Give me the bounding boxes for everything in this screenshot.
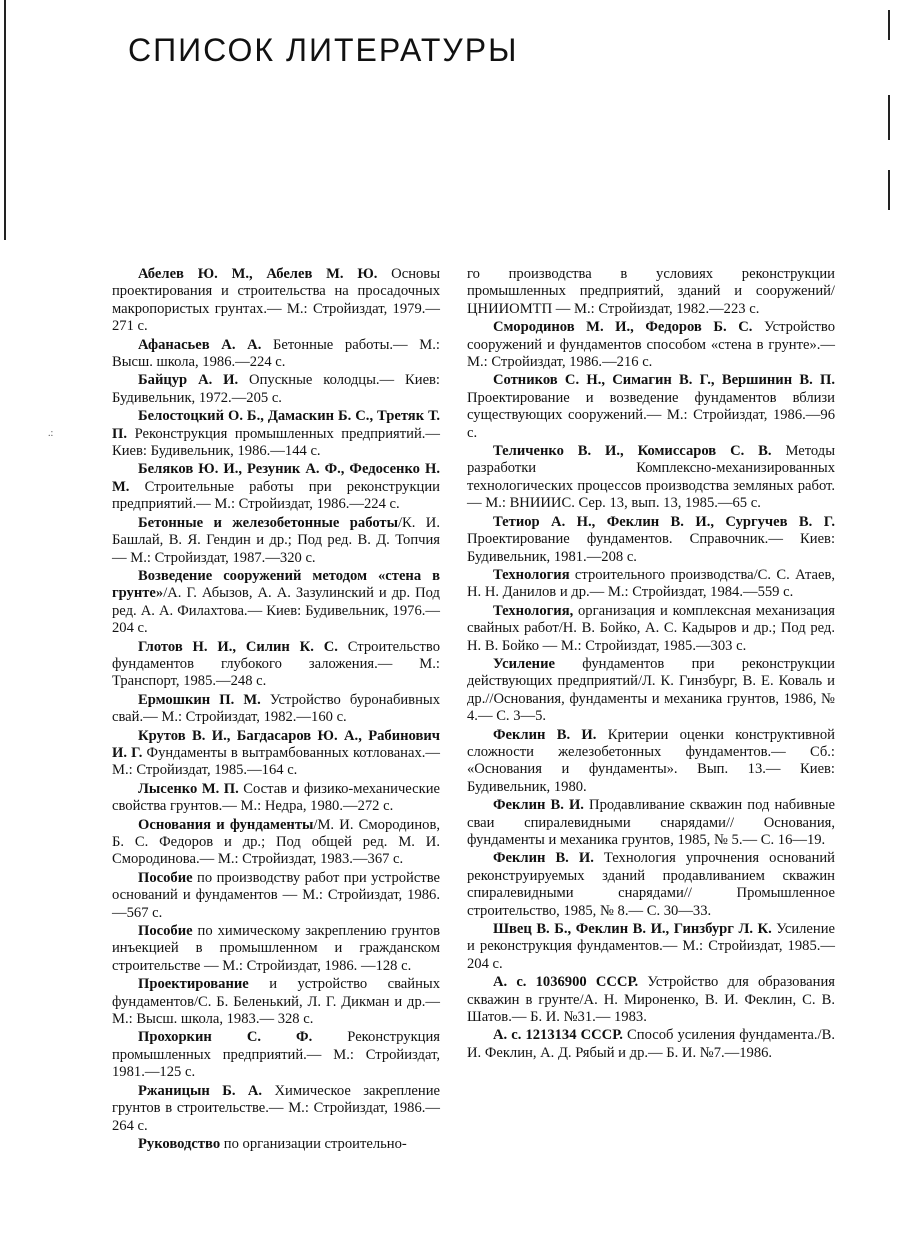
reference-author: Феклин В. И. (493, 797, 584, 814)
right-edge-mark (888, 170, 890, 210)
reference-author: Глотов Н. И., Силин К. С. (138, 638, 338, 655)
reference-entry (467, 514, 835, 566)
reference-author: Белостоцкий О. Б., Дамаскин Б. С., Третяк Т. П. (112, 408, 440, 442)
reference-entry (112, 976, 440, 1028)
reference-entry (467, 266, 835, 318)
reference-author: Швец В. Б., Феклин В. И., Гинзбург Л. К. (493, 921, 772, 938)
reference-author: Возведение сооружений методом «стена в грунте» (112, 567, 440, 602)
reference-entry (112, 515, 440, 567)
reference-author: Лысенко М. П. (138, 780, 239, 797)
right-column (467, 266, 835, 1063)
reference-entry (112, 408, 440, 460)
reference-text: по производству работ при устройстве оснований и фундаментов — М.: Стройиздат, 1986.—567 с. (112, 869, 440, 921)
reference-entry (467, 850, 835, 920)
reference-entry (112, 923, 440, 975)
reference-entry (467, 797, 835, 849)
reference-text: по химическому закреплению грунтов инъекцией в промышленном и гражданском строительстве — М.: Стройиздат, 1986. —128 с. (112, 923, 440, 974)
reference-author: Пособие (138, 923, 193, 940)
reference-author: Технология (493, 566, 570, 583)
reference-entry (467, 567, 835, 602)
reference-text: Химическое закрепление грунтов в строительстве.— М.: Стройиздат, 1986.—264 с. (112, 1082, 440, 1134)
reference-entry (467, 1027, 835, 1062)
reference-text: Проектирование и возведение фундаментов вблизи существующих сооружений.— М.: Стройиздат, 1986.—96 с. (467, 389, 835, 441)
reference-author: Пособие (138, 869, 193, 886)
reference-text: Состав и физико-механические свойства грунтов.— М.: Недра, 1980.—272 с. (112, 780, 440, 815)
reference-author: Технология, (493, 602, 574, 619)
reference-entry (112, 1083, 440, 1135)
reference-entry (112, 817, 440, 869)
reference-author: Сотников С. Н., Симагин В. Г., Вершинин В. П. (493, 372, 835, 389)
reference-author: Усиление (493, 655, 555, 672)
reference-entry (112, 1029, 440, 1081)
reference-author: Тетиор А. Н., Феклин В. И., Сургучев В. Г. (493, 513, 835, 530)
reference-text: Технология упрочнения оснований реконструируемых зданий продавливанием скважин спиралевидными снарядами// Промышленное строительство, 1985, № 8.— С. 30—33. (467, 850, 835, 919)
reference-author: Феклин В. И. (493, 850, 594, 867)
reference-text: Устройство для образования скважин в грунте/А. Н. Мироненко, В. И. Феклин, С. В. Шатов.— Б. И. №31.— 1983. (467, 974, 835, 1026)
reference-entry (112, 781, 440, 816)
reference-text: Реконструкция промышленных предприятий.—Киев: Будивельник, 1986.—144 с. (112, 425, 440, 460)
reference-entry (112, 461, 440, 513)
reference-entry (112, 337, 440, 372)
reference-entry (467, 656, 835, 726)
reference-text: Строительство фундаментов глубокого заложения.— М.: Транспорт, 1985.—248 с. (112, 638, 440, 690)
reference-text: Устройство сооружений и фундаментов способом «стена в грунте».— М.: Стройиздат, 1986.—216 с. (467, 319, 835, 371)
reference-author: Бетонные и железобетонные работы (138, 514, 398, 531)
reference-text: и устройство свайных фундаментов/С. Б. Беленький, Л. Г. Дикман и др.— М.: Высш. школа, 1983.— 328 с. (112, 976, 440, 1028)
reference-text: Продавливание скважин под набивные сваи спиралевидными снарядами// Основания, фундаменты и механика грунтов, 1985, № 5.— С. 16—19. (467, 797, 835, 848)
reference-entry (112, 568, 440, 638)
right-edge-mark (888, 95, 890, 140)
reference-author: Байцур А. И. (138, 372, 239, 389)
reference-entry (467, 372, 835, 442)
reference-entry (112, 639, 440, 691)
reference-entry (467, 974, 835, 1026)
reference-entry (112, 1136, 440, 1153)
reference-text: /А. Г. Абызов, А. А. Зазулинский и др. Под ред. А. А. Филахтова.— Киев: Будивельник, 1976.—204 с. (112, 585, 440, 637)
reference-text: строительного производства/С. С. Атаев, Н. Н. Данилов и др.— М.: Стройиздат, 1984.—559 с. (467, 566, 835, 601)
reference-text: го производства в условиях реконструкции промышленных предприятий, зданий и сооружений/ЦНИИОМТП — М.: Стройиздат, 1982.—223 с. (467, 266, 835, 317)
reference-entry (112, 692, 440, 727)
reference-text: Способ усиления фундамента./В. И. Феклин, А. Д. Рябый и др.— Б. И. №7.—1986. (467, 1027, 835, 1061)
reference-text: /М. И. Смородинов, Б. С. Федоров и др.; Под общей ред. М. И. Смородинова.— М.: Стройиздат, 1983.—367 с. (112, 816, 441, 868)
reference-text: Устройство буронабивных свай.— М.: Стройиздат, 1982.—160 с. (112, 691, 440, 726)
reference-author: Абелев Ю. М., Абелев М. Ю. (138, 266, 378, 282)
reference-author: Руководство (138, 1135, 221, 1152)
reference-author: Смородинов М. И., Федоров Б. С. (493, 319, 753, 336)
reference-text: фундаментов при реконструкции действующих предприятий/Л. К. Гинзбург, В. Е. Коваль и др.//Основания, фундаменты и механика грунтов, 1986, № 4.— С. 3—5. (467, 655, 835, 725)
reference-text: Основы проектирования и строительства на просадочных макропористых грунтах.— М.: Стройиздат, 1979.—271 с. (112, 266, 441, 335)
reference-text: Фундаменты в вытрамбованных котлованах.— М.: Стройиздат, 1985.—164 с. (112, 744, 440, 779)
left-edge-line (4, 0, 6, 240)
reference-text: организация и комплексная механизация свайных работ/Н. В. Бойко, А. С. Кадыров и др.; Под ред. Н. В. Бойко — М.: Стройиздат, 1985.—303 с. (467, 602, 835, 654)
reference-text: Реконструкция промышленных предприятий.— М.: Стройиздат, 1981.—125 с. (112, 1029, 440, 1081)
reference-author: Крутов В. И., Багдасаров Ю. А., Рабинович И. Г. (112, 727, 440, 761)
reference-author: Прохоркин С. Ф. (138, 1029, 313, 1046)
reference-text: Проектирование фундаментов. Справочник.— Киев: Будивельник, 1981.—208 с. (467, 531, 835, 565)
reference-text: Методы разработки Комплексно-механизированных технологических процессов производства земляных работ.— М.: ВНИИИС. Сер. 13, вып. 13, 1985.—65 с. (467, 443, 835, 512)
reference-text: /К. И. Башлай, В. Я. Гендин и др.; Под ред. В. Д. Топчия — М.: Стройиздат, 1987.—320 с. (112, 514, 440, 566)
reference-entry (467, 603, 835, 655)
reference-text: Усиление и реконструкция фундаментов.— М.: Стройиздат, 1985.—204 с. (467, 921, 836, 972)
right-edge-mark (888, 10, 890, 40)
margin-smudge: .: (48, 428, 54, 439)
reference-text: Критерии оценки конструктивной сложности железобетонных фундаментов.— Сб.: «Основания и фундаменты». Вып. 13.— Киев: Будивельник, 1980. (467, 726, 835, 795)
reference-author: Ермошкин П. М. (138, 691, 261, 708)
reference-entry (112, 728, 440, 780)
reference-author: Теличенко В. И., Комиссаров С. В. (493, 443, 772, 460)
reference-author: А. с. 1213134 СССР. (493, 1027, 623, 1044)
reference-entry (112, 372, 440, 407)
reference-text: Бетонные работы.— М.: Высш. школа, 1986.—224 с. (112, 336, 440, 371)
reference-author: Феклин В. И. (493, 726, 597, 743)
reference-text: по организации строительно- (220, 1135, 407, 1152)
reference-entry (467, 921, 835, 973)
reference-entry (467, 727, 835, 797)
reference-entry (112, 870, 440, 922)
reference-entry (112, 266, 440, 336)
page-title: СПИСОК ЛИТЕРАТУРЫ (128, 32, 519, 68)
reference-author: Основания и фундаменты (138, 816, 314, 833)
reference-text: Строительные работы при реконструкции предприятий.— М.: Стройиздат, 1986.—224 с. (112, 478, 440, 513)
reference-author: Афанасьев А. А. (138, 336, 262, 353)
reference-author: Беляков Ю. И., Резуник А. Ф., Федосенко Н. М. (112, 461, 440, 495)
reference-entry (467, 319, 835, 371)
reference-author: А. с. 1036900 СССР. (493, 974, 639, 991)
reference-author: Ржаницын Б. А. (138, 1082, 263, 1099)
reference-entry (467, 443, 835, 513)
reference-text: Опускные колодцы.— Киев: Будивельник, 1972.—205 с. (112, 372, 440, 406)
reference-author: Проектирование (138, 976, 249, 993)
left-column (112, 266, 440, 1154)
